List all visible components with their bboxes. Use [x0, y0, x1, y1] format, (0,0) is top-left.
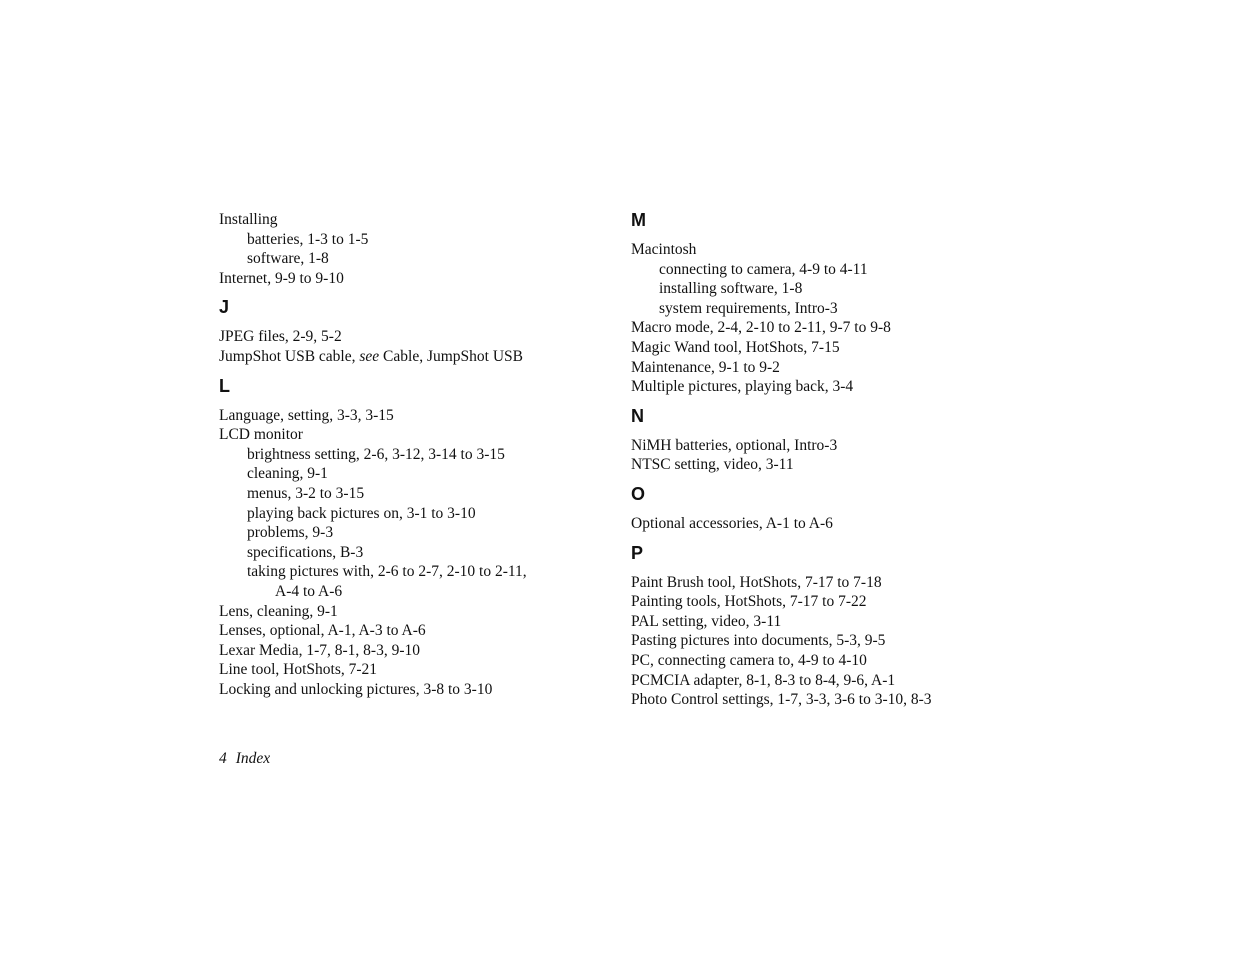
index-entry-ntsc: NTSC setting, video, 3-11 [631, 456, 794, 474]
index-subentry-menus: menus, 3-2 to 3-15 [247, 484, 365, 502]
page-footer [219, 749, 270, 769]
section-letter-l: L [219, 375, 230, 396]
index-entry-jpeg-files: JPEG files, 2-9, 5-2 [219, 328, 342, 346]
index-entry-optional-accessories: Optional accessories, A-1 to A-6 [631, 514, 833, 532]
index-entry-line-tool: Line tool, HotShots, 7-21 [219, 661, 378, 679]
page-number: 4 [219, 750, 227, 767]
index-entry-lexar-media: Lexar Media, 1-7, 8-1, 8-3, 9-10 [219, 641, 421, 659]
index-entry-painting-tools: Painting tools, HotShots, 7-17 to 7-22 [631, 593, 867, 611]
index-entry-pal-setting: PAL setting, video, 3-11 [631, 612, 782, 630]
index-column-right [631, 210, 1051, 710]
index-subentry-installing-software: installing software, 1-8 [659, 280, 803, 298]
section-letter-p: P [631, 542, 644, 563]
index-subentry-playing-back: playing back pictures on, 3-1 to 3-10 [247, 504, 476, 522]
see-reference: see [359, 347, 380, 365]
jumpshot-text: JumpShot USB cable, [219, 347, 360, 365]
index-entry-lenses-optional: Lenses, optional, A-1, A-3 to A-6 [219, 622, 426, 640]
index-entry-photo-control: Photo Control settings, 1-7, 3-3, 3-6 to 3-10, 8-3 [631, 691, 932, 709]
index-entry-locking: Locking and unlocking pictures, 3-8 to 3-10 [219, 680, 493, 698]
section-letter-j: J [219, 297, 230, 318]
index-subentry-problems: problems, 9-3 [247, 524, 334, 542]
index-entry-pasting: Pasting pictures into documents, 5-3, 9-5 [631, 632, 886, 650]
index-entry-pcmcia: PCMCIA adapter, 8-1, 8-3 to 8-4, 9-6, A-1 [631, 671, 896, 689]
index-entry-magic-wand: Magic Wand tool, HotShots, 7-15 [631, 338, 840, 356]
index-entry-pc-connecting: PC, connecting camera to, 4-9 to 4-10 [631, 651, 867, 669]
index-entry-installing: Installing [219, 211, 278, 228]
index-entry-multiple-pictures: Multiple pictures, playing back, 3-4 [631, 378, 854, 396]
index-subentry-system-requirements: system requirements, Intro-3 [659, 299, 838, 317]
index-entry-lcd-monitor: LCD monitor [219, 426, 303, 444]
index-subentry-taking-pictures: taking pictures with, 2-6 to 2-7, 2-10 to 2-11, [247, 563, 527, 581]
index-subentry-connecting: connecting to camera, 4-9 to 4-11 [659, 260, 868, 278]
index-subentry-software: software, 1-8 [247, 250, 329, 268]
index-subentry-cleaning: cleaning, 9-1 [247, 465, 328, 483]
jumpshot-reference-target: Cable, JumpShot USB [379, 347, 523, 365]
index-entry-internet: Internet, 9-9 to 9-10 [219, 269, 344, 287]
index-entry-macro-mode: Macro mode, 2-4, 2-10 to 2-11, 9-7 to 9-8 [631, 319, 891, 337]
index-entry-macintosh: Macintosh [631, 241, 697, 258]
index-subentry-specifications: specifications, B-3 [247, 543, 364, 561]
section-letter-o: O [631, 483, 646, 504]
index-entry-jumpshot-cable [219, 347, 619, 367]
index-subentry-batteries: batteries, 1-3 to 1-5 [247, 230, 369, 248]
section-letter-n: N [631, 405, 644, 426]
index-entry-paint-brush: Paint Brush tool, HotShots, 7-17 to 7-18 [631, 573, 882, 591]
index-entry-nimh: NiMH batteries, optional, Intro-3 [631, 436, 838, 454]
index-entry-maintenance: Maintenance, 9-1 to 9-2 [631, 358, 780, 376]
index-subentry-taking-pictures-continued: A-4 to A-6 [275, 582, 343, 600]
index-column-left [219, 210, 619, 699]
section-letter-m: M [631, 210, 646, 230]
index-subentry-brightness: brightness setting, 2-6, 3-12, 3-14 to 3-15 [247, 445, 505, 463]
section-name: Index [235, 750, 271, 767]
index-entry-language: Language, setting, 3-3, 3-15 [219, 406, 394, 424]
index-entry-lens-cleaning: Lens, cleaning, 9-1 [219, 602, 338, 620]
